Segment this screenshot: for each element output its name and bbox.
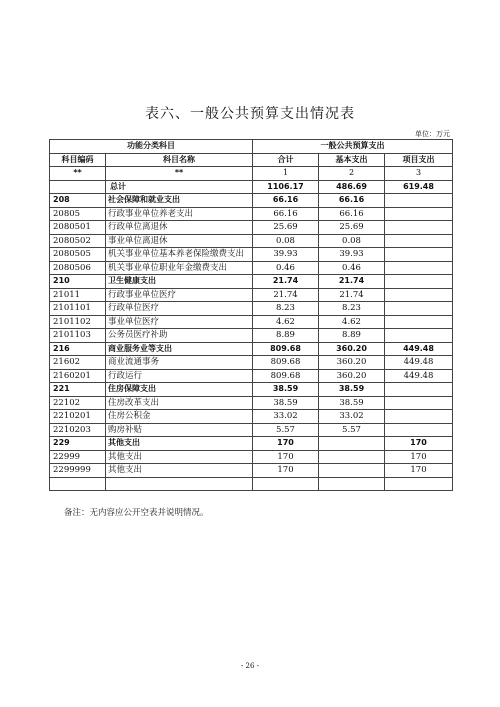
cell-project xyxy=(385,275,453,289)
cell-code: 208 xyxy=(50,194,106,208)
cell-total: 8.23 xyxy=(253,302,319,316)
table-row xyxy=(50,383,453,397)
table-row xyxy=(50,423,453,437)
table-row xyxy=(50,464,453,478)
cell-name: 住房保障支出 xyxy=(106,383,253,397)
cell-name: 行政单位离退休 xyxy=(106,221,253,235)
table-row xyxy=(50,288,453,302)
cell-name: 住房公积金 xyxy=(106,410,253,424)
header-code: 科目编码 xyxy=(50,153,106,167)
cell-project xyxy=(385,194,453,208)
table-row xyxy=(50,342,453,356)
cell-name: 事业单位离退休 xyxy=(106,234,253,248)
cell-name: 其他支出 xyxy=(106,464,253,478)
cell-code xyxy=(50,477,106,491)
cell-total: 0.46 xyxy=(253,261,319,275)
cell-code: 2080501 xyxy=(50,221,106,235)
header-functional-group: 功能分类科目 xyxy=(50,140,253,154)
table-body xyxy=(50,180,453,491)
cell-total: 5.57 xyxy=(253,423,319,437)
cell-name: 购房补贴 xyxy=(106,423,253,437)
table-row xyxy=(50,329,453,343)
cell-project xyxy=(385,477,453,491)
header-total-index: 1 xyxy=(253,167,319,181)
header-row-index xyxy=(50,167,453,181)
cell-basic: 21.74 xyxy=(319,288,385,302)
cell-code: 2080502 xyxy=(50,234,106,248)
cell-project: 170 xyxy=(385,450,453,464)
cell-code: 21602 xyxy=(50,356,106,370)
cell-code: 22102 xyxy=(50,396,106,410)
cell-basic: 8.23 xyxy=(319,302,385,316)
cell-project xyxy=(385,207,453,221)
header-budget-group: 一般公共预算支出 xyxy=(253,140,453,154)
cell-basic: 25.69 xyxy=(319,221,385,235)
cell-basic: 360.20 xyxy=(319,356,385,370)
cell-project xyxy=(385,248,453,262)
cell-basic xyxy=(319,477,385,491)
table-row xyxy=(50,194,453,208)
cell-name: 机关事业单位基本养老保险缴费支出 xyxy=(106,248,253,262)
cell-total: 0.08 xyxy=(253,234,319,248)
table-row xyxy=(50,410,453,424)
cell-basic: 66.16 xyxy=(319,207,385,221)
cell-basic: 21.74 xyxy=(319,275,385,289)
cell-name: 行政运行 xyxy=(106,369,253,383)
table-row xyxy=(50,437,453,451)
table-row xyxy=(50,356,453,370)
cell-basic: 4.62 xyxy=(319,315,385,329)
table-row xyxy=(50,396,453,410)
cell-basic: 486.69 xyxy=(319,180,385,194)
cell-project xyxy=(385,410,453,424)
cell-code: 21011 xyxy=(50,288,106,302)
cell-name xyxy=(106,477,253,491)
cell-total: 38.59 xyxy=(253,396,319,410)
cell-basic xyxy=(319,450,385,464)
cell-basic xyxy=(319,437,385,451)
table-row xyxy=(50,369,453,383)
table-row xyxy=(50,261,453,275)
table-row xyxy=(50,248,453,262)
cell-project xyxy=(385,383,453,397)
cell-total: 170 xyxy=(253,464,319,478)
table-row xyxy=(50,302,453,316)
table-row xyxy=(50,221,453,235)
cell-total: 809.68 xyxy=(253,369,319,383)
header-total: 合计 xyxy=(253,153,319,167)
cell-basic: 33.02 xyxy=(319,410,385,424)
cell-total: 170 xyxy=(253,437,319,451)
budget-expenditure-table xyxy=(49,139,453,491)
cell-total: 809.68 xyxy=(253,342,319,356)
cell-code: 2101101 xyxy=(50,302,106,316)
cell-name: 其他支出 xyxy=(106,437,253,451)
header-name-marker: ** xyxy=(106,167,253,181)
cell-basic xyxy=(319,464,385,478)
cell-code: 216 xyxy=(50,342,106,356)
cell-code: 2160201 xyxy=(50,369,106,383)
cell-basic: 360.20 xyxy=(319,342,385,356)
table-row xyxy=(50,234,453,248)
cell-project xyxy=(385,423,453,437)
cell-name: 总计 xyxy=(106,180,253,194)
cell-total: 4.62 xyxy=(253,315,319,329)
cell-basic: 38.59 xyxy=(319,383,385,397)
cell-name: 公务员医疗补助 xyxy=(106,329,253,343)
cell-project xyxy=(385,315,453,329)
cell-basic: 5.57 xyxy=(319,423,385,437)
cell-total: 66.16 xyxy=(253,194,319,208)
cell-name: 社会保障和就业支出 xyxy=(106,194,253,208)
cell-basic: 0.46 xyxy=(319,261,385,275)
cell-total: 66.16 xyxy=(253,207,319,221)
cell-code xyxy=(50,180,106,194)
cell-project: 449.48 xyxy=(385,342,453,356)
cell-total: 809.68 xyxy=(253,356,319,370)
cell-project: 449.48 xyxy=(385,369,453,383)
cell-name: 机关事业单位职业年金缴费支出 xyxy=(106,261,253,275)
cell-project: 449.48 xyxy=(385,356,453,370)
cell-total: 21.74 xyxy=(253,275,319,289)
table-row xyxy=(50,450,453,464)
table-row xyxy=(50,315,453,329)
cell-project xyxy=(385,396,453,410)
cell-project xyxy=(385,302,453,316)
table-row xyxy=(50,275,453,289)
header-name: 科目名称 xyxy=(106,153,253,167)
cell-name: 行政事业单位养老支出 xyxy=(106,207,253,221)
cell-code: 22999 xyxy=(50,450,106,464)
cell-basic: 0.08 xyxy=(319,234,385,248)
cell-project xyxy=(385,234,453,248)
page-number: - 26 - xyxy=(240,662,260,670)
cell-total: 170 xyxy=(253,450,319,464)
cell-name: 商业流通事务 xyxy=(106,356,253,370)
cell-code: 2210203 xyxy=(50,423,106,437)
cell-basic: 360.20 xyxy=(319,369,385,383)
cell-basic: 8.89 xyxy=(319,329,385,343)
cell-code: 2080505 xyxy=(50,248,106,262)
cell-project: 170 xyxy=(385,464,453,478)
cell-code: 2299999 xyxy=(50,464,106,478)
cell-total: 39.93 xyxy=(253,248,319,262)
cell-name: 事业单位医疗 xyxy=(106,315,253,329)
cell-code: 229 xyxy=(50,437,106,451)
cell-code: 2101102 xyxy=(50,315,106,329)
header-basic-index: 2 xyxy=(319,167,385,181)
cell-total: 1106.17 xyxy=(253,180,319,194)
cell-code: 2080506 xyxy=(50,261,106,275)
cell-total: 8.89 xyxy=(253,329,319,343)
table-row xyxy=(50,207,453,221)
cell-code: 2101103 xyxy=(50,329,106,343)
unit-label: 单位：万元 xyxy=(415,130,450,138)
table-row xyxy=(50,180,453,194)
cell-project xyxy=(385,261,453,275)
cell-basic: 66.16 xyxy=(319,194,385,208)
cell-project: 170 xyxy=(385,437,453,451)
cell-total: 38.59 xyxy=(253,383,319,397)
cell-total xyxy=(253,477,319,491)
cell-name: 行政事业单位医疗 xyxy=(106,288,253,302)
cell-total: 21.74 xyxy=(253,288,319,302)
cell-basic: 38.59 xyxy=(319,396,385,410)
cell-project xyxy=(385,329,453,343)
cell-total: 25.69 xyxy=(253,221,319,235)
header-row-columns xyxy=(50,153,453,167)
header-basic: 基本支出 xyxy=(319,153,385,167)
cell-project xyxy=(385,288,453,302)
cell-code: 210 xyxy=(50,275,106,289)
remark-note: 备注：无内容应公开空表并说明情况。 xyxy=(64,508,209,518)
cell-project: 619.48 xyxy=(385,180,453,194)
cell-code: 221 xyxy=(50,383,106,397)
cell-name: 商业服务业等支出 xyxy=(106,342,253,356)
header-project: 项目支出 xyxy=(385,153,453,167)
cell-total: 33.02 xyxy=(253,410,319,424)
cell-code: 2210201 xyxy=(50,410,106,424)
cell-name: 行政单位医疗 xyxy=(106,302,253,316)
table-row xyxy=(50,477,453,491)
header-code-marker: ** xyxy=(50,167,106,181)
page-title: 表六、一般公共预算支出情况表 xyxy=(145,106,355,122)
header-project-index: 3 xyxy=(385,167,453,181)
header-row-groups xyxy=(50,140,453,154)
cell-name: 其他支出 xyxy=(106,450,253,464)
cell-name: 卫生健康支出 xyxy=(106,275,253,289)
cell-project xyxy=(385,221,453,235)
cell-basic: 39.93 xyxy=(319,248,385,262)
cell-code: 20805 xyxy=(50,207,106,221)
cell-name: 住房改革支出 xyxy=(106,396,253,410)
